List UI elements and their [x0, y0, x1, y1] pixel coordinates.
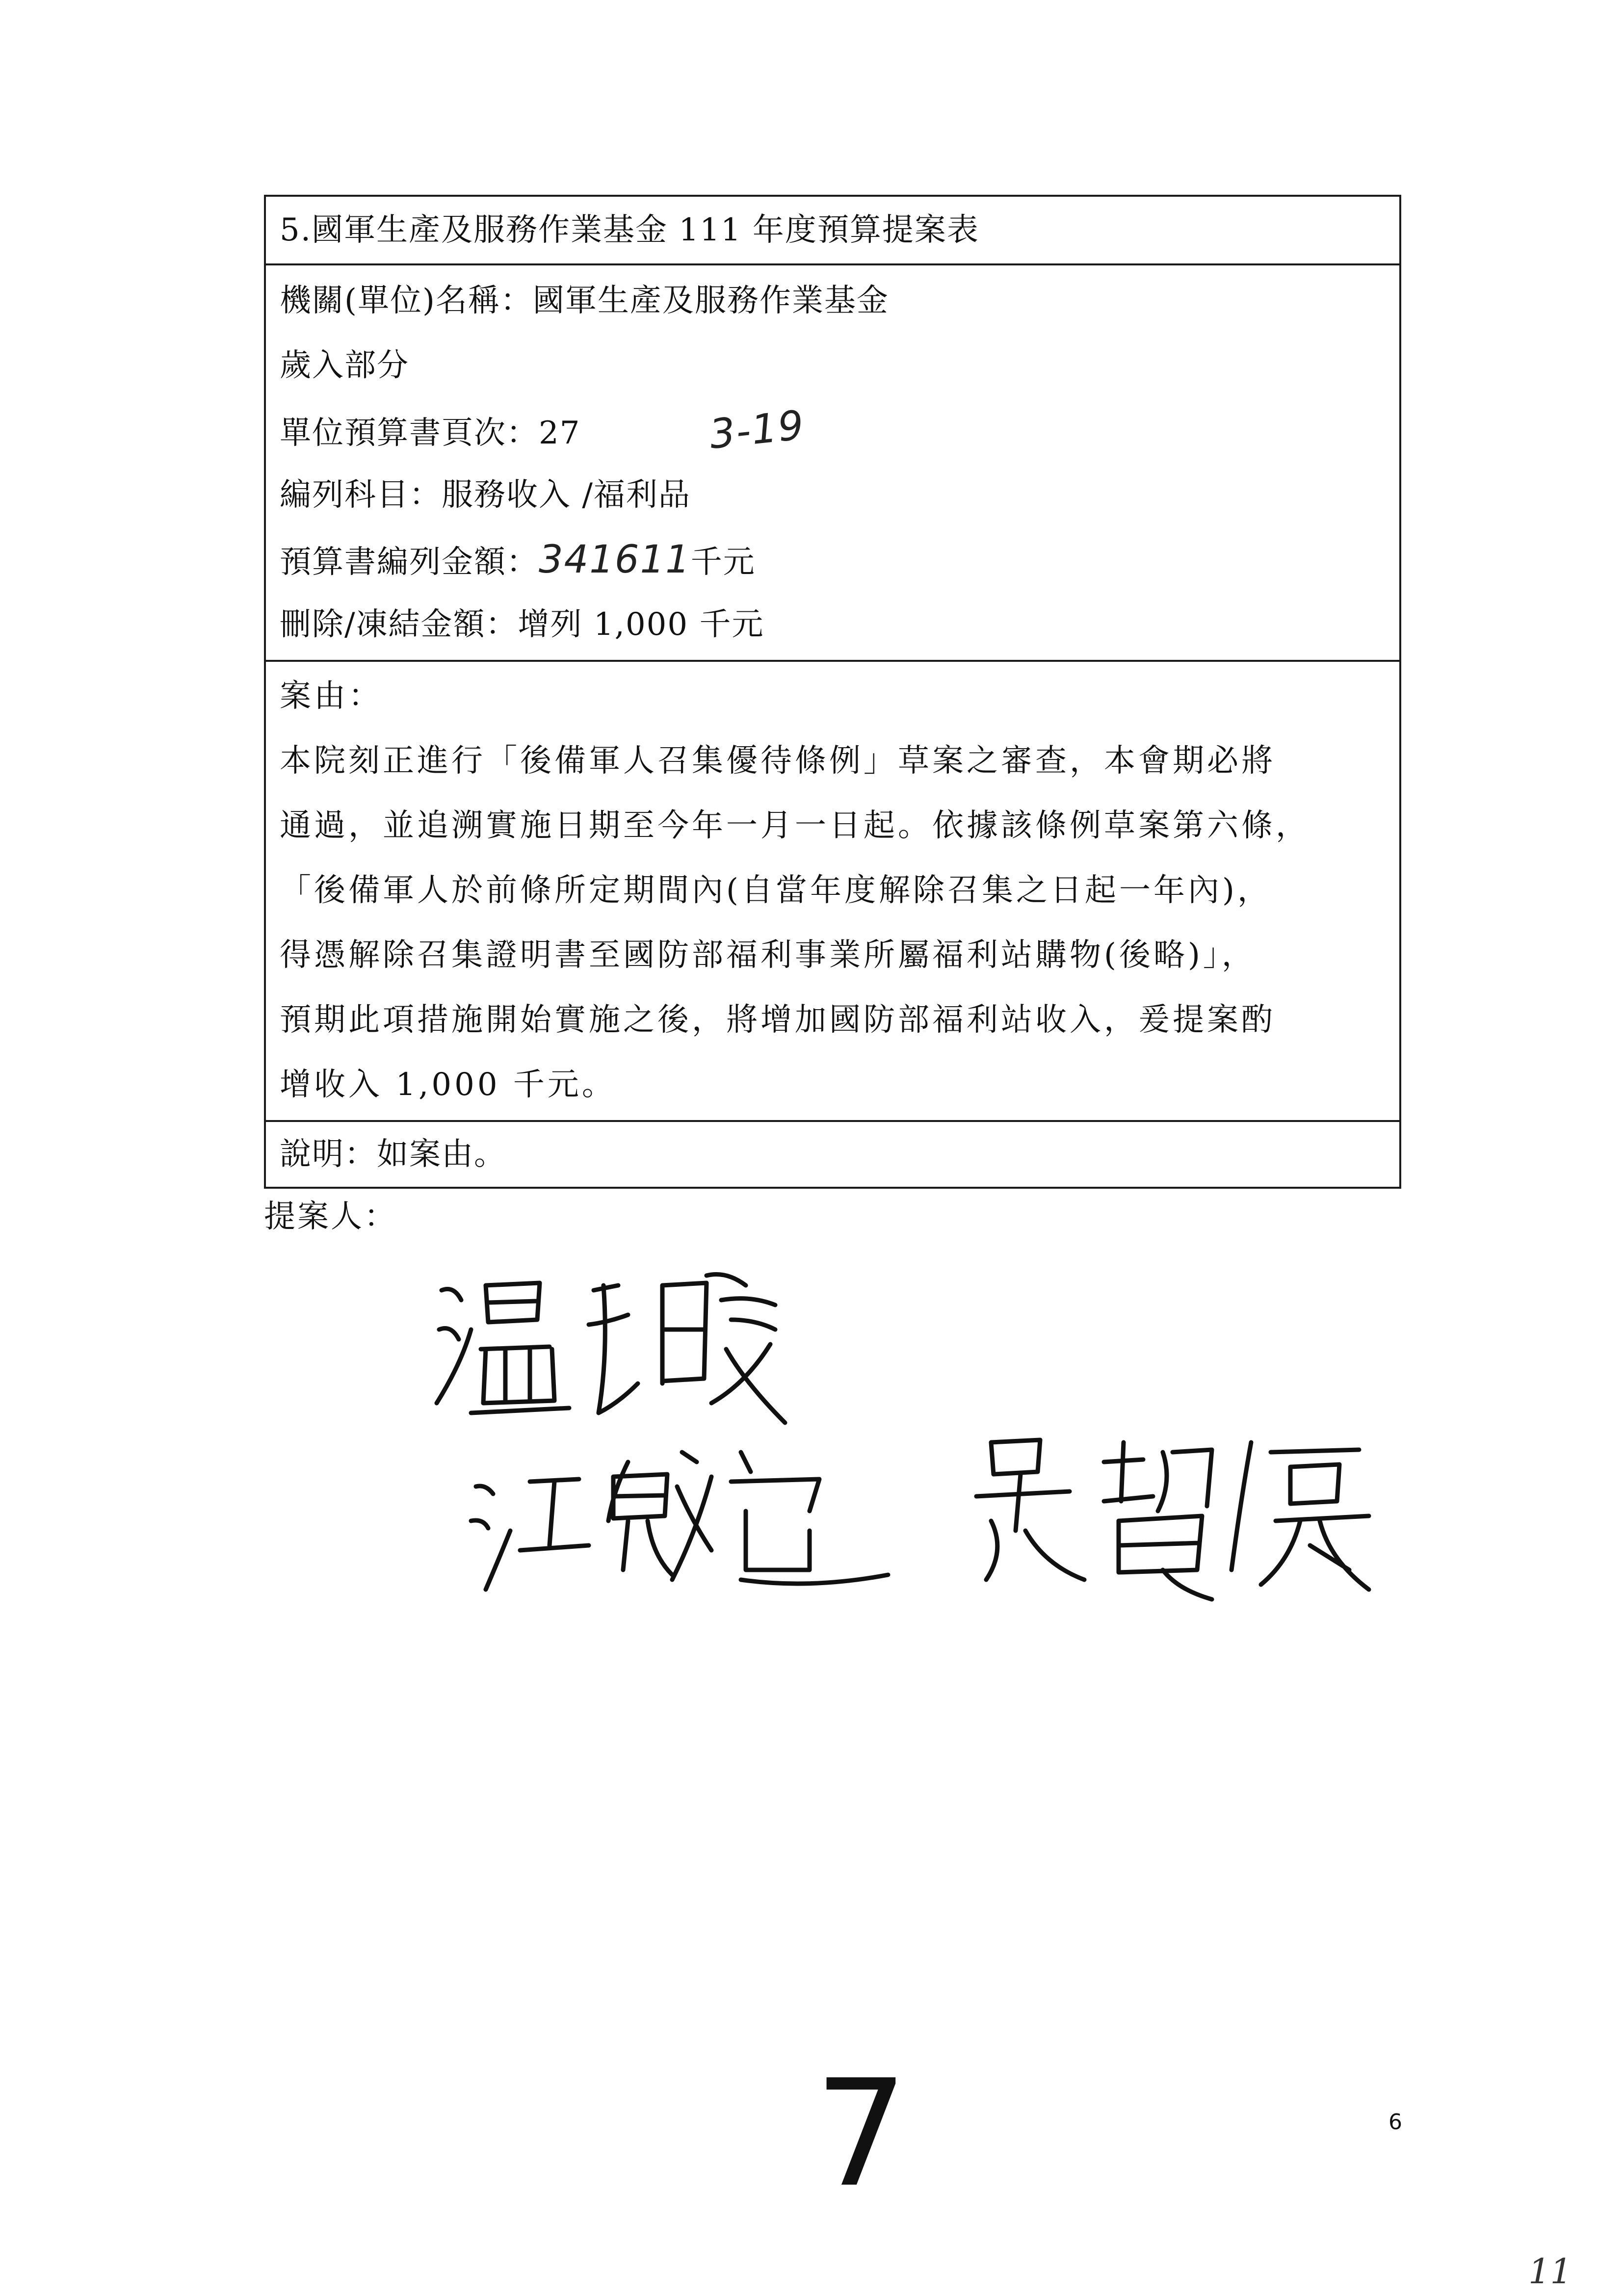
handwritten-corner-mark: 11	[1528, 2251, 1572, 2292]
amount-change: 刪除/凍結金額：增列 1,000 千元	[280, 606, 764, 643]
budget-amount-handwritten-value: 341611	[539, 538, 691, 582]
signature-1	[432, 1256, 805, 1433]
reason-heading: 案由：	[280, 678, 383, 714]
reason-section	[266, 662, 1399, 1122]
budget-category: 歲入部分	[280, 347, 409, 384]
reason-line: 預期此項措施開始實施之後，將增加國防部福利站收入，爰提案酌	[280, 1002, 1276, 1038]
reason-line: 增收入 1,000 千元。	[280, 1067, 616, 1103]
explanation-section	[266, 1122, 1399, 1187]
proposal-form-table	[264, 195, 1401, 1189]
form-title-section	[266, 197, 1399, 265]
reason-line: 「後備軍人於前條所定期間內(自當年度解除召集之日起一年內)，	[280, 872, 1272, 909]
form-info-section	[266, 265, 1399, 662]
budget-amount-unit: 千元	[690, 544, 756, 580]
budget-subject: 編列科目：服務收入 /福利品	[280, 477, 691, 513]
page-reference-handwritten-note: 3-19	[707, 402, 807, 458]
explanation-text: 說明：如案由。	[280, 1136, 506, 1173]
reason-line: 通過，並追溯實施日期至今年一月一日起。依據該條例草案第六條，	[280, 808, 1310, 844]
proposer-label: 提案人：	[264, 1199, 397, 1235]
page-reference	[266, 398, 1399, 463]
handwritten-page-mark: 7	[814, 2048, 908, 2219]
signature-3	[957, 1423, 1388, 1609]
budget-amount	[266, 527, 1399, 592]
form-title: 5.國軍生產及服務作業基金 111 年度預算提案表	[280, 212, 979, 248]
reason-line: 本院刻正進行「後備軍人召集優待條例」草案之審查，本會期必將	[280, 743, 1276, 779]
budget-amount-label: 預算書編列金額：	[280, 544, 539, 580]
reason-line: 得憑解除召集證明書至國防部福利事業所屬福利站購物(後略)」，	[280, 937, 1256, 973]
page-reference-label: 單位預算書頁次：27	[280, 415, 581, 451]
page-number: 6	[1388, 2110, 1402, 2135]
agency-name: 機關(單位)名稱：國軍生產及服務作業基金	[280, 283, 889, 319]
signature-2	[466, 1433, 947, 1609]
